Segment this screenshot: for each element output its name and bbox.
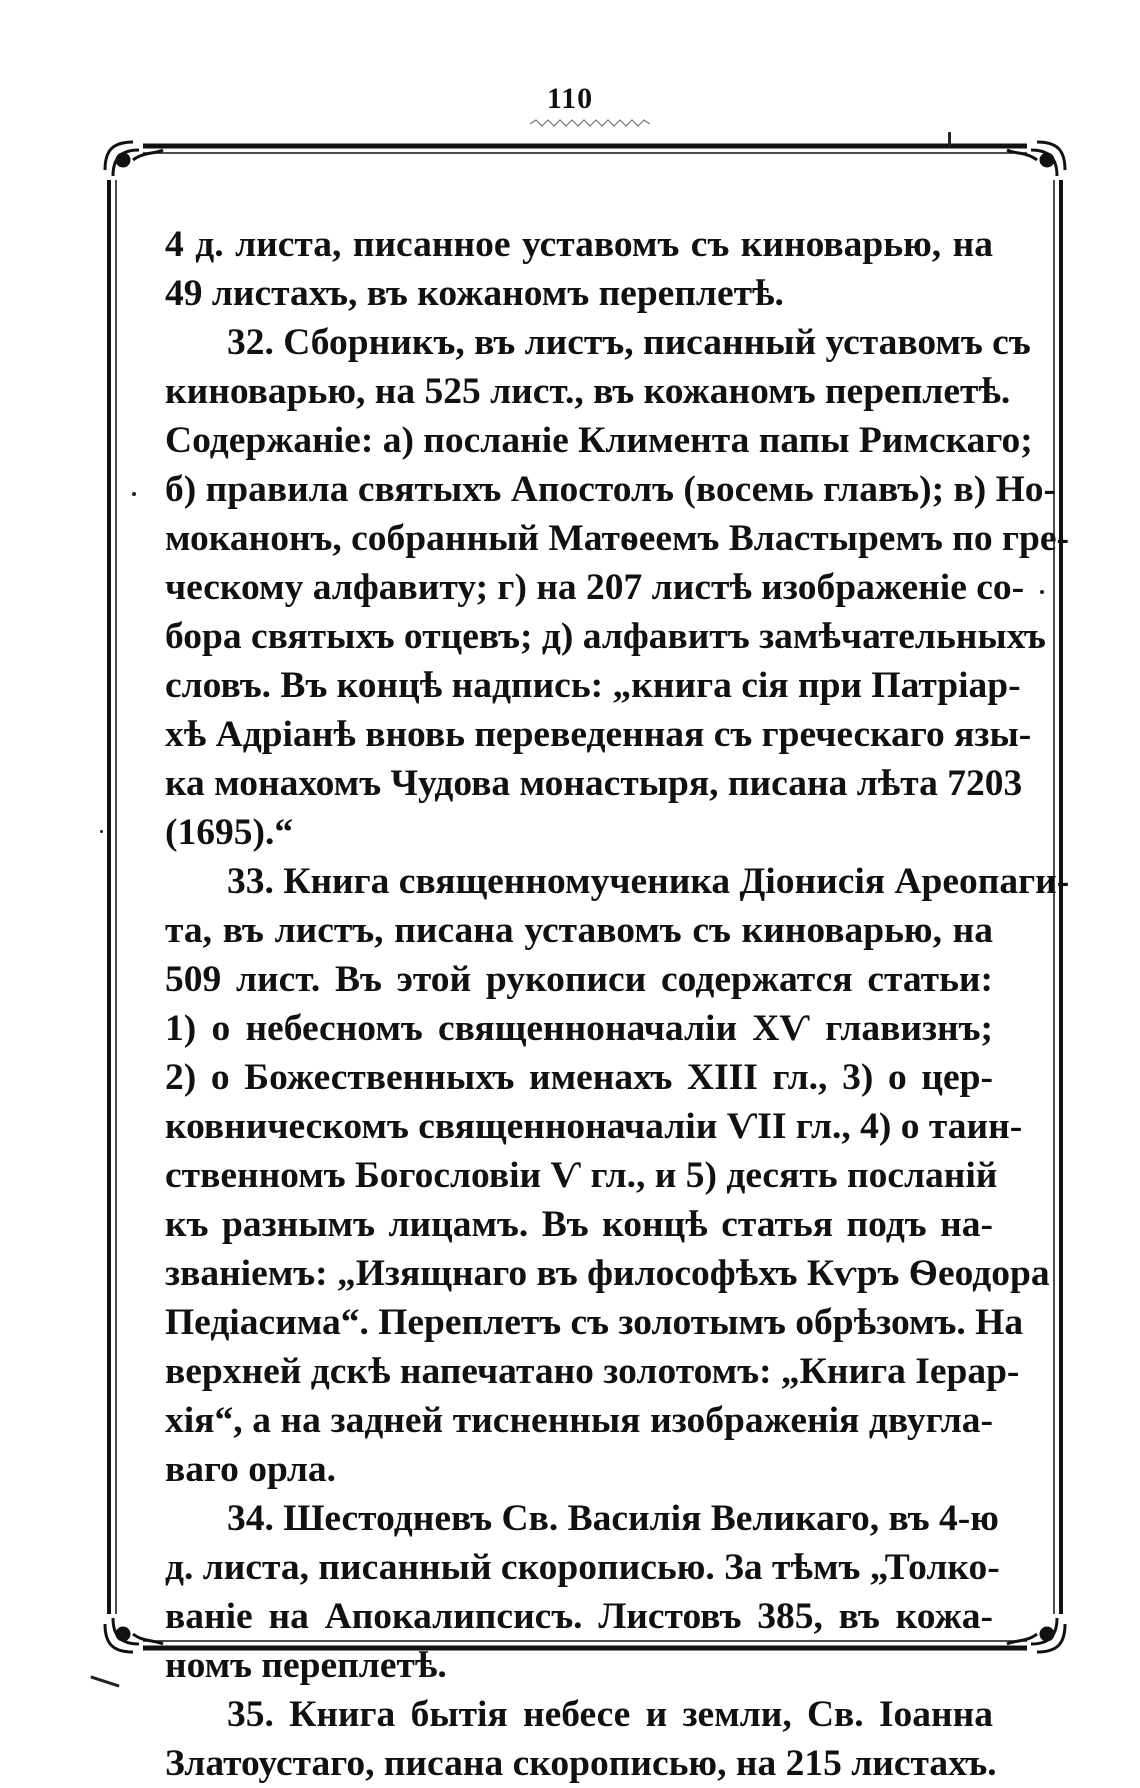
text-line: 33. Книга священномученика Діонисія Ареопаги- bbox=[227, 861, 1070, 902]
text-line: званіемъ: „Изящнаго въ философѣхъ Кѵръ Ѳеодора bbox=[165, 1253, 1050, 1294]
text-line: д. листа, писанный скорописью. За тѣмъ „Толко- bbox=[165, 1547, 1000, 1588]
print-speck bbox=[1040, 590, 1044, 594]
text-line: моканонъ, собранный Матѳеемъ Властыремъ по гре- bbox=[165, 518, 1069, 559]
text-line: 49 листахъ, въ кожаномъ переплетѣ. bbox=[165, 273, 784, 314]
text-line: ваніе на Апокалипсисъ. Листовъ 385, въ кожа- bbox=[165, 1596, 993, 1637]
page-number: 110 bbox=[546, 82, 594, 115]
text-line: Златоустаго, писана скорописью, на 215 листахъ. bbox=[165, 1743, 997, 1784]
text-line: номъ переплетѣ. bbox=[165, 1645, 447, 1686]
text-line: ка монахомъ Чудова монастыря, писана лѣта 7203 bbox=[165, 763, 1023, 804]
entry-34 bbox=[165, 1494, 1000, 1690]
text-line: къ разнымъ лицамъ. Въ концѣ статья подъ на- bbox=[165, 1204, 993, 1245]
print-speck bbox=[948, 132, 951, 146]
text-line: ственномъ Богословіи Ѵ гл., и 5) десять посланій bbox=[165, 1155, 998, 1196]
text-line: 2) о Божественныхъ именахъ XIII гл., 3) о цер- bbox=[165, 1057, 993, 1098]
entry-33 bbox=[165, 857, 1070, 1494]
text-line: ковническомъ священноначаліи ѴII гл., 4) о таин- bbox=[165, 1106, 1023, 1147]
text-line: киноварью, на 525 лист., въ кожаномъ переплетѣ. bbox=[165, 371, 1011, 412]
text-line: б) правила святыхъ Апостолъ (восемь главъ); в) Но- bbox=[165, 469, 1057, 510]
text-line: хія“, а на задней тисненныя изображенія двугла- bbox=[165, 1400, 993, 1441]
text-line: ческому алфавиту; г) на 207 листѣ изображеніе со- bbox=[165, 567, 1025, 608]
text-line: та, въ листъ, писана уставомъ съ киноварью, на bbox=[165, 910, 993, 951]
text-line: бора святыхъ отцевъ; д) алфавитъ замѣчательныхъ bbox=[165, 616, 1046, 657]
print-speck bbox=[100, 830, 103, 833]
text-line: 509 лист. Въ этой рукописи содержатся статьи: bbox=[165, 959, 993, 1000]
text-line: ваго орла. bbox=[165, 1449, 337, 1490]
catalog-text bbox=[165, 220, 1070, 1788]
entry-32 bbox=[165, 318, 1069, 857]
text-line: верхней дскѣ напечатано золотомъ: „Книга Іерар- bbox=[165, 1351, 1020, 1392]
text-line: хѣ Адріанѣ вновь переведенная съ греческаго язы- bbox=[165, 714, 1032, 755]
entry-35 bbox=[165, 1690, 997, 1788]
text-line: 4 д. листа, писанное уставомъ съ киноварью, на bbox=[165, 224, 993, 265]
print-speck bbox=[132, 492, 136, 496]
text-line: Педіасима“. Переплетъ съ золотымъ обрѣзомъ. На bbox=[165, 1302, 1024, 1343]
text-line: Содержаніе: а) посланіе Климента папы Римскаго; bbox=[165, 420, 1033, 461]
text-line: 34. Шестодневъ Св. Василія Великаго, въ 4-ю bbox=[227, 1498, 999, 1539]
text-line: (1695).“ bbox=[165, 812, 294, 853]
entry-31-continued bbox=[165, 220, 993, 318]
text-line: 35. Книга бытія небесе и земли, Св. Іоанна bbox=[227, 1694, 993, 1735]
print-speck bbox=[90, 1675, 119, 1687]
page-number-ornament bbox=[530, 118, 650, 130]
text-line: словъ. Въ концѣ надпись: „книга сія при Патріар- bbox=[165, 665, 1021, 706]
text-line: 1) о небесномъ священноначаліи XѴ главизнъ; bbox=[165, 1008, 993, 1049]
text-line: 32. Сборникъ, въ листъ, писанный уставомъ съ bbox=[227, 322, 1031, 363]
